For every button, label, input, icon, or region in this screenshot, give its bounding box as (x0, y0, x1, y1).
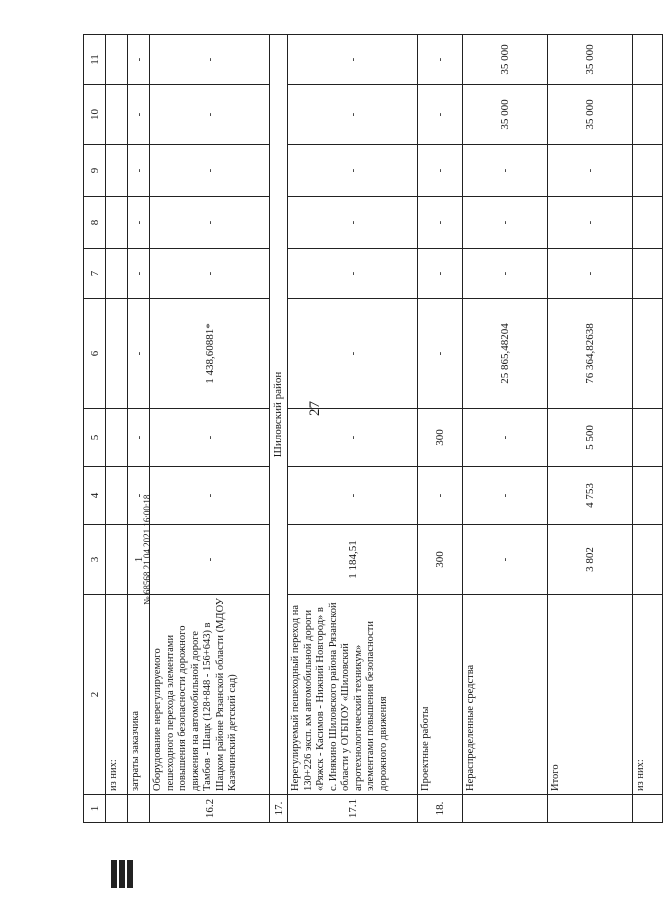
table-wrapper (83, 35, 646, 823)
value-cell: 35 000 (548, 35, 633, 85)
value-cell: - (463, 525, 548, 595)
row-number: 17.1 (288, 795, 418, 823)
table-body (84, 35, 663, 823)
value-cell: - (128, 249, 150, 299)
page-number: 27 (307, 401, 323, 416)
value-cell (106, 145, 128, 197)
value-cell: - (418, 249, 463, 299)
column-header: 9 (84, 145, 106, 197)
value-cell: 76 364,82638 (548, 299, 633, 409)
value-cell: - (288, 467, 418, 525)
value-cell: - (128, 197, 150, 249)
table-row (150, 35, 270, 823)
value-cell: 25 865,48204 (463, 299, 548, 409)
value-cell (633, 409, 663, 467)
row-description: Нерегулируемый пешеходный переход на 130+226 эксп. км автомобильной дороги «Ряжск - Касимов - Нижний Новгород» в с. Инякино Шиловского района Рязанской области у ОГБПОУ «Шиловский агротехнологический техникум» элементами повышения безопасности дорожного движения (288, 595, 418, 795)
value-cell (106, 85, 128, 145)
value-cell (633, 299, 663, 409)
value-cell: - (128, 85, 150, 145)
value-cell: 1 438,60881* (150, 299, 270, 409)
row-description: из них: (106, 595, 128, 795)
row-number: 16.2 (150, 795, 270, 823)
table-row (548, 35, 633, 823)
value-cell: 4 753 (548, 467, 633, 525)
value-cell: - (128, 145, 150, 197)
value-cell: - (288, 197, 418, 249)
value-cell (633, 85, 663, 145)
row-description: затраты заказчика (128, 595, 150, 795)
value-cell: - (128, 409, 150, 467)
table-row (288, 35, 418, 823)
value-cell (106, 525, 128, 595)
value-cell: - (150, 409, 270, 467)
value-cell (633, 249, 663, 299)
value-cell: - (150, 197, 270, 249)
table-row (106, 35, 128, 823)
row-description: Оборудование нерегулируемого пешеходного перехода элементами повышения безопасности дорожного движения на автомобильной дороге Тамбов - Шацк (128+848 - 156+643) в Шацком районе Рязанской области (МДОУ Казачинский детский сад) (150, 595, 270, 795)
column-header: 6 (84, 299, 106, 409)
header-row (84, 35, 106, 823)
value-cell: 1 184,51 (288, 525, 418, 595)
value-cell: - (128, 467, 150, 525)
rotated-table-container (83, 35, 646, 823)
table-row (463, 35, 548, 823)
value-cell (633, 467, 663, 525)
value-cell: - (418, 197, 463, 249)
district-heading: Шиловский район (270, 35, 288, 795)
value-cell: - (418, 35, 463, 85)
value-cell: - (463, 409, 548, 467)
value-cell (633, 145, 663, 197)
value-cell: - (288, 299, 418, 409)
column-header: 7 (84, 249, 106, 299)
row-description: Проектные работы (418, 595, 463, 795)
value-cell: 1 (128, 525, 150, 595)
value-cell: - (463, 249, 548, 299)
value-cell: - (418, 85, 463, 145)
value-cell: 35 000 (548, 85, 633, 145)
value-cell: - (288, 409, 418, 467)
value-cell (633, 525, 663, 595)
row-number: 18. (418, 795, 463, 823)
value-cell: - (128, 299, 150, 409)
row-number (548, 795, 633, 823)
column-header: 8 (84, 197, 106, 249)
table-row (633, 35, 663, 823)
value-cell: - (150, 145, 270, 197)
value-cell: - (150, 467, 270, 525)
value-cell (633, 197, 663, 249)
value-cell: - (418, 467, 463, 525)
row-description: из них: (633, 595, 663, 795)
value-cell: - (418, 299, 463, 409)
value-cell: - (288, 249, 418, 299)
value-cell (106, 35, 128, 85)
value-cell (106, 249, 128, 299)
value-cell: 35 000 (463, 35, 548, 85)
row-number (633, 795, 663, 823)
value-cell (106, 409, 128, 467)
value-cell: - (463, 197, 548, 249)
row-description: Итого (548, 595, 633, 795)
value-cell: - (548, 249, 633, 299)
column-header: 11 (84, 35, 106, 85)
column-header: 1 (84, 795, 106, 823)
value-cell: 3 802 (548, 525, 633, 595)
document-stamp: № 68568 21.04.2021 16:00:18 (142, 494, 152, 605)
column-header: 3 (84, 525, 106, 595)
value-cell: - (463, 145, 548, 197)
row-number (463, 795, 548, 823)
column-header: 2 (84, 595, 106, 795)
row-description: Нераспределенные средства (463, 595, 548, 795)
column-header: 10 (84, 85, 106, 145)
table-row (418, 35, 463, 823)
value-cell: 300 (418, 525, 463, 595)
value-cell: - (288, 85, 418, 145)
value-cell: - (150, 525, 270, 595)
table-row (270, 35, 288, 823)
value-cell: - (288, 145, 418, 197)
value-cell: - (150, 249, 270, 299)
value-cell (106, 299, 128, 409)
value-cell (106, 467, 128, 525)
value-cell: - (463, 467, 548, 525)
table-row (128, 35, 150, 823)
consultant-logo-icon (109, 858, 145, 888)
value-cell: - (150, 35, 270, 85)
value-cell: - (548, 145, 633, 197)
value-cell: - (150, 85, 270, 145)
value-cell: - (288, 35, 418, 85)
column-header: 4 (84, 467, 106, 525)
column-header: 5 (84, 409, 106, 467)
value-cell: 35 000 (463, 85, 548, 145)
row-number: 17. (270, 795, 288, 823)
value-cell (106, 197, 128, 249)
value-cell: 300 (418, 409, 463, 467)
row-number (106, 795, 128, 823)
value-cell: 5 500 (548, 409, 633, 467)
row-number (128, 795, 150, 823)
value-cell: - (418, 145, 463, 197)
budget-table (83, 34, 663, 823)
value-cell (633, 35, 663, 85)
value-cell: - (548, 197, 633, 249)
value-cell: - (128, 35, 150, 85)
